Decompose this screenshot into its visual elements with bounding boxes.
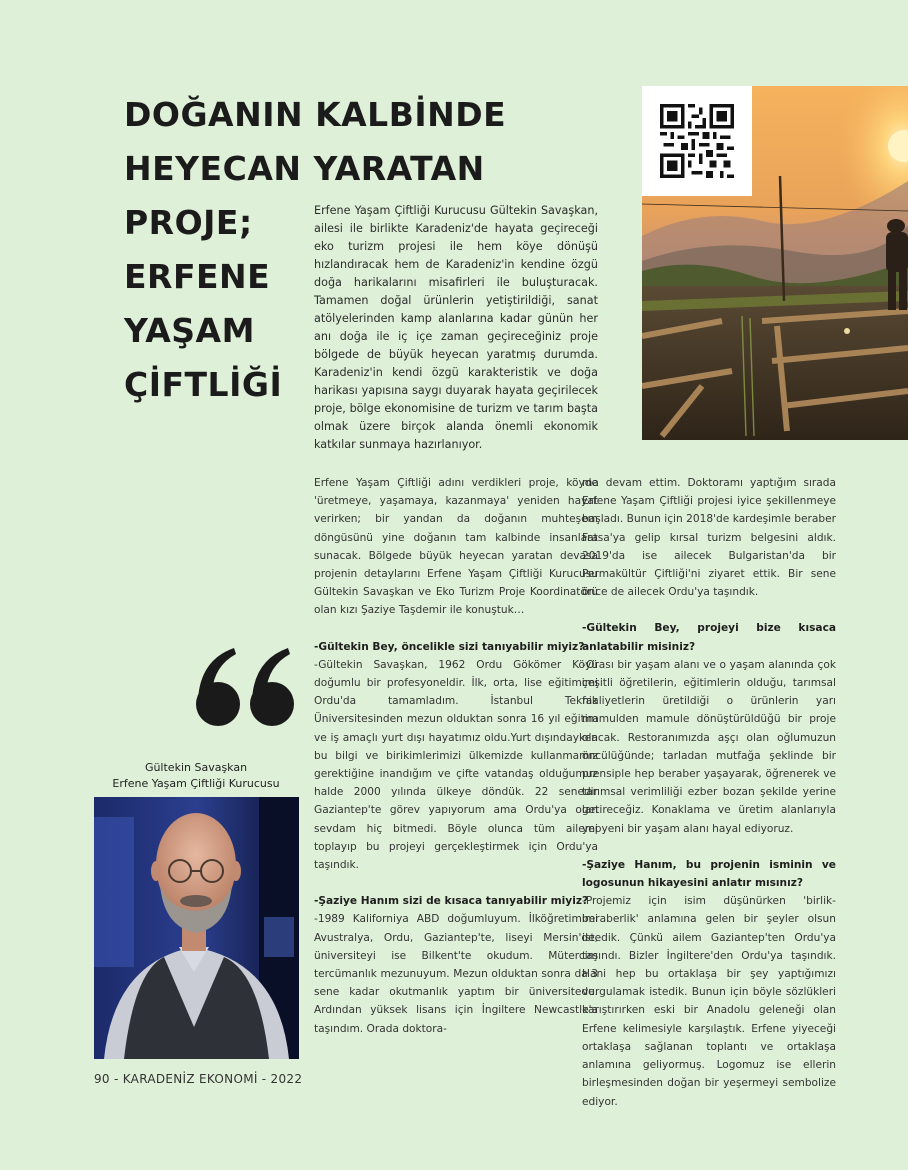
photo-caption — [94, 760, 298, 792]
title-line-6: ÇİFTLİĞİ — [124, 365, 283, 404]
question-2: -Şaziye Hanım sizi de kısaca tanıyabilir miyiz? — [314, 895, 589, 908]
answer-2: -1989 Kaliforniya ABD doğumluyum. İlköğretimimi Avustralya, Ordu, Gaziantep'te, liseyi Mersin'de, üniversiteyi ise Bilkent'te okudum. Mütercim tercümanlık mezunuyum. Mezun olduktan sonra da 3 sene kadar okutmanlık yaptım bir üniversitede. Ardından yüksek lisans için İngiltere Newcastle'a taşındım. Orada doktora- — [314, 913, 598, 1035]
title-line-2: HEYECAN YARATAN — [124, 149, 485, 188]
caption-role: Erfene Yaşam Çiftliği Kurucusu — [112, 777, 280, 790]
title-line-4: ERFENE — [124, 257, 271, 296]
lead-paragraph: Erfene Yaşam Çiftliği adını verdikleri proje, köyde 'üretmeye, yaşamaya, kazanmaya' yeniden hayat verirken; bir yandan da doğanın muhteşem döngüsünü yine doğanın tam kalbinde insanlara sunacak. Bölgede büyük heyecan yaratan devasa projenin detaylarını Erfene Yaşam Çiftliği Kurucusu Gültekin Savaşkan ve Eko Turizm Proje Koordinatörü olan kızı Şaziye Taşdemir ile konuştuk… — [314, 477, 598, 617]
caption-name: Gültekin Savaşkan — [144, 761, 248, 774]
title-line-5: YAŞAM — [124, 311, 255, 350]
question-4: -Şaziye Hanım, bu projenin isminin ve logosunun hikayesini anlatır mısınız? — [582, 858, 836, 890]
answer-2-continued: ma devam ettim. Doktoramı yaptığım sırada Erfene Yaşam Çiftliği projesi iyice şekillenmeye başladı. Bunun için 2018'de kardeşimle beraber Fatsa'ya gelip kırsal turizm belgesini aldık. 2019'da ise ailecek Bulgaristan'da bir Permakültür Çiftliği'ni ziyaret ettik. Bir sene önce de ailecek Ordu'ya taşındık. — [582, 477, 836, 599]
page-footer: 90 - KARADENİZ EKONOMİ - 2022 — [94, 1072, 303, 1086]
quote-mark-icon — [192, 640, 302, 730]
intro-paragraph: Erfene Yaşam Çiftliği Kurucusu Gültekin Savaşkan, ailesi ile birlikte Karadeniz'de hayata geçireceği eko turizm projesi ile hem köye dönüşü hızlandıracak hem de Karadeniz'in kendine özgü doğa harikalarını misafirleri ile buluşturacak. Tamamen doğal ürünlerin yetiştirildiği, sanat atölyelerinden kamp alanlarına kadar günün her anı doğa ile iç içe zaman geçireceğiniz proje bölgede de büyük heyecan yaratmış durumda. Karadeniz'in kendi özgü karakteristik ve doğa harikası yapısına saygı duyarak hayata geçirilecek proje, bölge ekonomisine de turizm ve tarım başta olmak üzere birçok alanda önemli ekonomik katkılar sunmaya hazırlanıyor. — [314, 204, 598, 451]
answer-3: -Orası bir yaşam alanı ve o yaşam alanında çok çeşitli öğretilerin, eğitimlerin olduğu, tarımsal faaliyetlerin üretildiği o ürünlerin yarı mamulden mamule dönüştürüldüğü bir proje olacak. Restoranımızda aşçı olan oğlumuzun öncülüğünde; tarladan mutfağa şeklinde bir prensiple hep beraber yaşayarak, öğrenerek ve tarımsal verimliliği ezber bozan şekilde yerine getireceğiz. Konaklama ve üretim alanlarıyla yepyeni bir yaşam alanı hayal ediyoruz. — [582, 658, 836, 835]
title-line-1: DOĞANIN KALBİNDE — [124, 95, 507, 134]
article-column-middle — [314, 474, 598, 1038]
answer-1: -Gültekin Savaşkan, 1962 Ordu Gökömer Köyü doğumlu bir profesyoneldir. İlk, orta, lise eğitimimi Ordu'da tamamladım. İstanbul Teknik Üniversitesinden mezun olduktan sonra 16 yıl eğitim ve iş amaçlı yurt dışı hayatımız oldu.Yurt dışındayken bu bilgi ve birikimlerimizi ülkemizde kullanmamız gerektiğine inandığım ve çifte vatandaş olduğumuz halde 2000 yılında ülkeye döndük. 22 senedir Gaziantep'te görev yapıyorum ama Ordu'ya olan sevdam hiç bitmedi. Böyle olunca tüm ailemi toplayıp bu projeyi gerçekleştirmek için Ordu'ya taşındık. — [314, 658, 598, 872]
question-1: -Gültekin Bey, öncelikle sizi tanıyabilir miyiz? — [314, 640, 585, 653]
title-line-3: PROJE; — [124, 203, 253, 242]
question-3: -Gültekin Bey, projeyi bize kısaca anlatabilir misiniz? — [582, 622, 836, 653]
qr-code[interactable] — [642, 86, 752, 196]
answer-4: -Projemiz için isim düşünürken 'birlik-beraberlik' anlamına gelen bir şeyler olsun istedik. Çünkü ailem Gaziantep'ten Ordu'ya taşındı. Bizler İngiltere'den Ordu'ya taşındık. Hani hep bu ortaklaşa bir şey yaptığımızı vurgulamak istedik. Bunun için böyle sözlükleri karıştırırken eski bir Anadolu geleneği olan Erfene kelimesiyle karşılaştık. Erfene yiyeceği ortaklaşa sağlanan toplantı ve ortaklaşa anlamına geliyormuş. Logomuz ise ellerin birleşmesinden doğan bir yeşermeyi sembolize ediyor. — [582, 895, 836, 1108]
portrait-photo — [94, 797, 299, 1059]
article-column-right — [582, 474, 836, 1111]
